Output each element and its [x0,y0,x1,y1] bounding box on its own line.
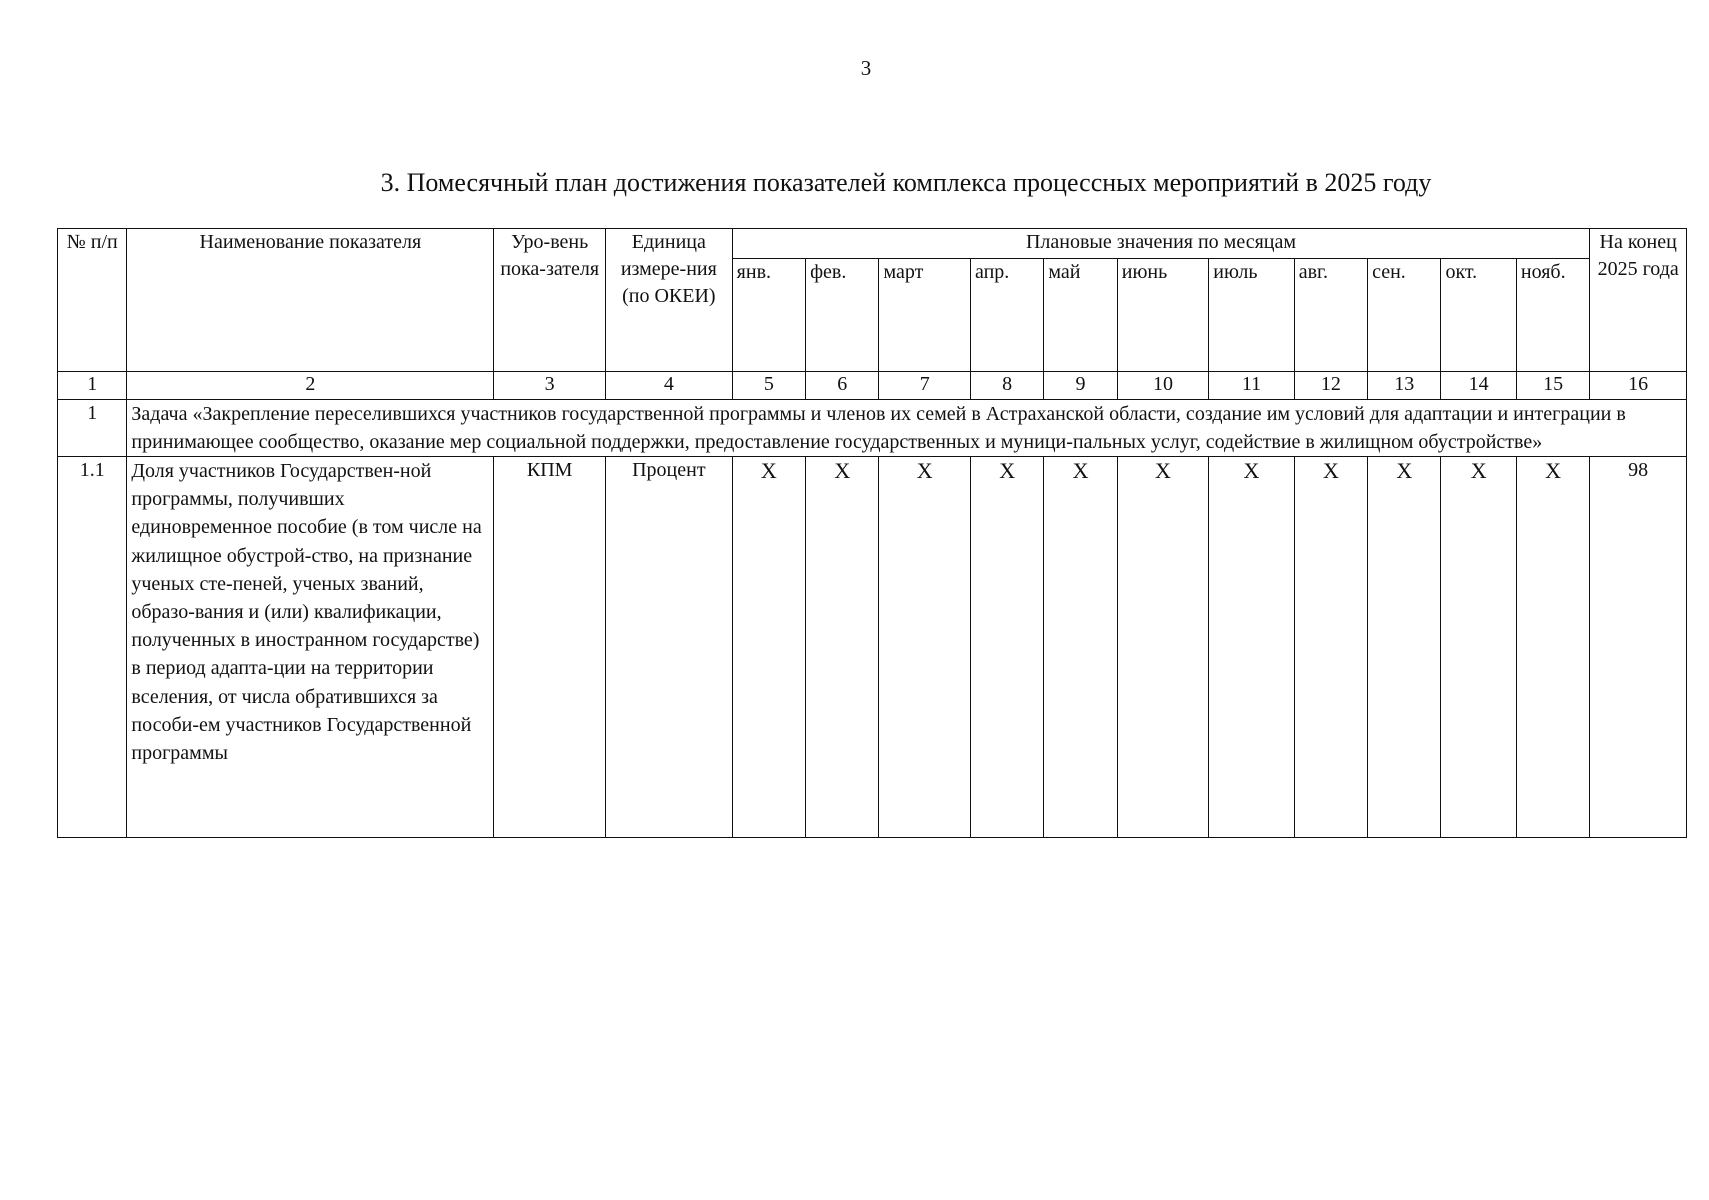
column-number: 1 [58,372,127,400]
header-no: № п/п [58,229,127,372]
header-name: Наименование показателя [127,229,494,372]
monthly-value: X [1516,457,1589,838]
indicator-row [58,457,1687,838]
column-number: 5 [732,372,805,400]
column-number: 14 [1441,372,1516,400]
task-row [58,400,1687,457]
column-number: 3 [494,372,606,400]
header-unit: Единица измере-ния (по ОКЕИ) [605,229,732,372]
column-number: 12 [1294,372,1367,400]
monthly-value: X [1441,457,1516,838]
monthly-value: X [970,457,1043,838]
monthly-value: X [1117,457,1209,838]
indicator-unit: Процент [605,457,732,838]
end-of-year-value: 98 [1590,457,1687,838]
month-header: янв. [732,259,805,372]
monthly-value: X [1044,457,1117,838]
task-text: Задача «Закрепление переселившихся участников государственной программы и членов их семей в Астраханской области, создание им условий для адаптации и интеграции в принимающее сообщество, оказание мер социальной поддержки, предоставление государственных и муници-пальных услуг, содействие в жилищном обустройстве» [127,400,1687,457]
monthly-value: X [806,457,879,838]
header-row [58,229,1687,259]
column-number: 8 [970,372,1043,400]
monthly-plan-table [57,228,1687,838]
month-header: фев. [806,259,879,372]
monthly-value: X [879,457,971,838]
header-level: Уро-вень пока-зателя [494,229,606,372]
column-number: 13 [1368,372,1441,400]
column-number: 7 [879,372,971,400]
month-header: окт. [1441,259,1516,372]
monthly-value: X [732,457,805,838]
month-header: май [1044,259,1117,372]
column-number: 6 [806,372,879,400]
monthly-value: X [1294,457,1367,838]
header-planned: Плановые значения по месяцам [732,229,1590,259]
column-number: 16 [1590,372,1687,400]
month-header: июль [1209,259,1294,372]
column-number: 15 [1516,372,1589,400]
month-header: сен. [1368,259,1441,372]
month-header: март [879,259,971,372]
column-number: 11 [1209,372,1294,400]
column-number: 4 [605,372,732,400]
indicator-number: 1.1 [58,457,127,838]
page-number: 3 [860,56,872,80]
column-number-row [58,372,1687,400]
month-header: нояб. [1516,259,1589,372]
column-number: 9 [1044,372,1117,400]
indicator-level: КПМ [494,457,606,838]
column-number: 2 [127,372,494,400]
indicator-name: Доля участников Государствен-ной программы, получивших единовременное пособие (в том числе на жилищное обустрой-ство, на признание ученых сте-пеней, ученых званий, образо-вания и (или) квалификации, полученных в иностранном государстве) в период адапта-ции на территории вселения, от числа обратившихся за пособи-ем участников Государственной программы [127,457,494,838]
column-number: 10 [1117,372,1209,400]
month-header: авг. [1294,259,1367,372]
month-header: апр. [970,259,1043,372]
task-number: 1 [58,400,127,457]
header-end: На конец 2025 года [1590,229,1687,372]
monthly-value: X [1368,457,1441,838]
page-title: 3. Помесячный план достижения показателей комплекса процессных мероприятий в 2025 году [380,168,1432,197]
monthly-value: X [1209,457,1294,838]
month-header: июнь [1117,259,1209,372]
